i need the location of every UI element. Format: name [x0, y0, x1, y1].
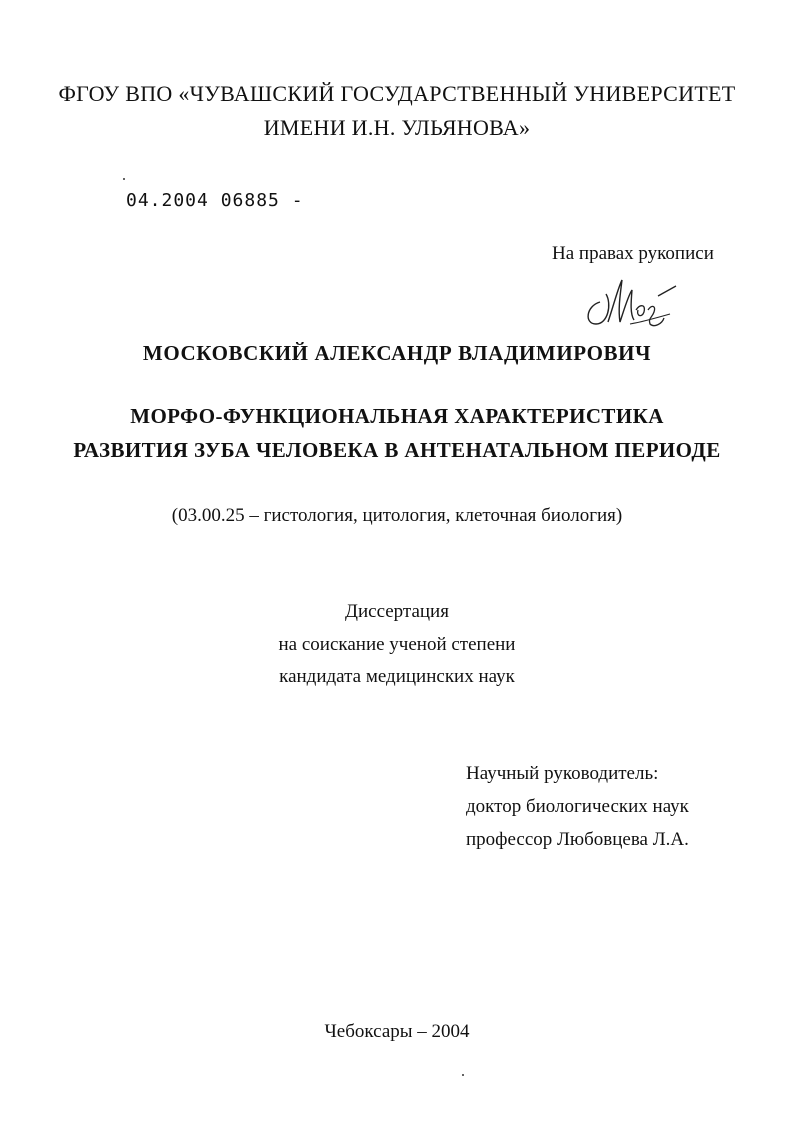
signature-icon [578, 274, 688, 332]
city-year: Чебоксары – 2004 [324, 1021, 470, 1042]
dissertation-title-line-1: МОРФО-ФУНКЦИОНАЛЬНАЯ ХАРАКТЕРИСТИКА [130, 404, 664, 428]
supervisor-heading: Научный руководитель: [466, 763, 659, 784]
supervisor-name: профессор Любовцева Л.А. [466, 829, 689, 850]
author-name: МОСКОВСКИЙ АЛЕКСАНДР ВЛАДИМИРОВИЧ [142, 341, 652, 365]
specialty-code: (03.00.25 – гистология, цитология, клеточная биология) [171, 505, 623, 526]
institution-line-1: ФГОУ ВПО «ЧУВАШСКИЙ ГОСУДАРСТВЕННЫЙ УНИВЕРСИТЕТ [58, 81, 736, 106]
dissertation-title-line-2: РАЗВИТИЯ ЗУБА ЧЕЛОВЕКА В АНТЕНАТАЛЬНОМ ПЕРИОДЕ [73, 438, 721, 462]
degree-line-2: на соискание ученой степени [278, 634, 516, 655]
supervisor-degree: доктор биологических наук [466, 796, 689, 817]
institution-line-2: ИМЕНИ И.Н. УЛЬЯНОВА» [263, 115, 531, 140]
document-number: 04.2004 06885 - [126, 190, 304, 211]
scan-speck [123, 178, 125, 180]
scan-speck [462, 1074, 464, 1076]
degree-line-1: Диссертация [345, 601, 449, 622]
degree-line-3: кандидата медицинских наук [279, 666, 515, 687]
rights-note: На правах рукописи [552, 243, 714, 264]
